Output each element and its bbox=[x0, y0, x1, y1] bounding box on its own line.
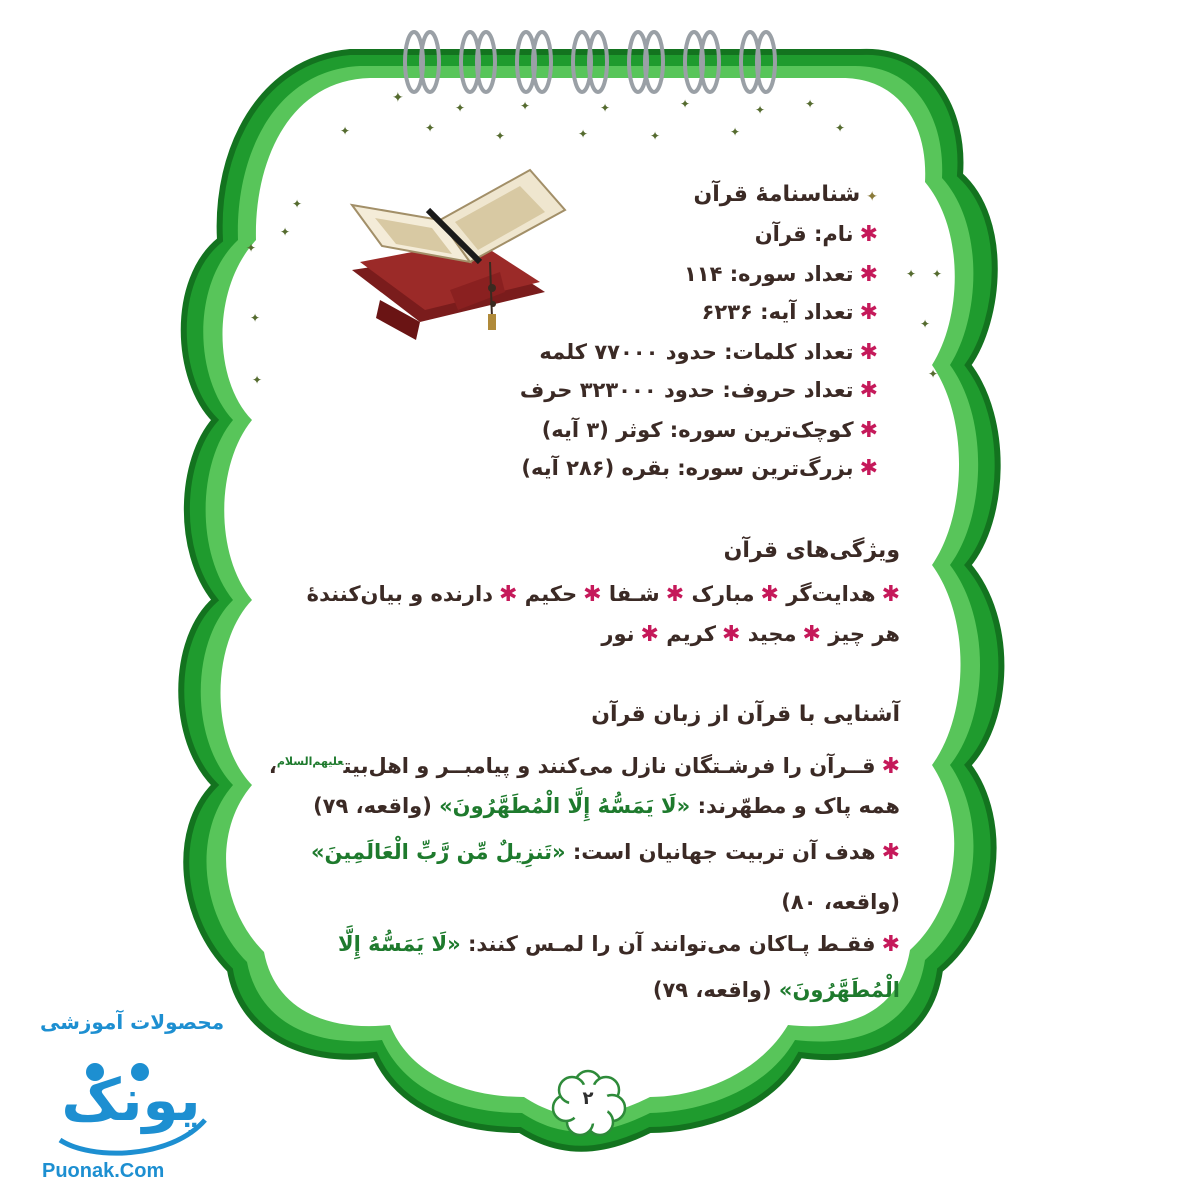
list-item-text: کوچک‌ترین سوره: کوثر (۳ آیه) bbox=[541, 418, 854, 442]
section-heading: آشنایی با قرآن از زبان قرآن bbox=[591, 702, 900, 727]
intro-p3-line2 bbox=[653, 976, 900, 1004]
sparkle-icon: ✦ bbox=[866, 189, 878, 205]
intro-p1-prefix: همه پاک و مطهّرند: bbox=[697, 794, 900, 818]
intro-p2-text: هدف آن تربیت جهانیان است: bbox=[572, 840, 876, 864]
bullet-star-icon: ✱ bbox=[881, 840, 900, 865]
sparkle-icon: ✦ bbox=[835, 121, 846, 135]
intro-p1-line1: ✱قــرآن را فرشـتگان نازل می‌کنند و پیامبــر و اهل‌بیت$^{علیهم‌السلام}$، bbox=[268, 754, 900, 779]
sparkle-icon: ✦ bbox=[578, 127, 589, 141]
quran-reference: (واقعه، ۷۹) bbox=[313, 794, 432, 818]
intro-p3-line1 bbox=[338, 930, 900, 959]
sparkle-icon: ✦ bbox=[520, 99, 531, 113]
logo-tagline: محصولات آموزشی bbox=[40, 1010, 225, 1034]
bullet-star-icon: ✱ bbox=[760, 582, 779, 607]
list-item bbox=[542, 416, 878, 445]
sparkle-icon: ✦ bbox=[600, 101, 611, 115]
features-section bbox=[280, 536, 900, 656]
bullet-star-icon: ✱ bbox=[498, 582, 518, 607]
bullet-star-icon: ✱ bbox=[881, 754, 900, 779]
list-item-text: تعداد آیه: ۶۲۳۶ bbox=[701, 300, 854, 324]
list-item-text: تعداد حروف: حدود ۳۲۳۰۰۰ حرف bbox=[519, 378, 854, 402]
list-item-text: بزرگ‌ترین سوره: بقره (۲۸۶ آیه) bbox=[521, 456, 854, 480]
sparkle-icon: ✦ bbox=[455, 101, 466, 115]
feature-item: مجید bbox=[747, 622, 797, 646]
bullet-star-icon: ✱ bbox=[859, 418, 878, 443]
bullet-star-icon: ✱ bbox=[665, 582, 685, 607]
sparkle-icon: ✦ bbox=[246, 241, 257, 255]
sparkle-icon: ✦ bbox=[755, 103, 766, 117]
sparkle-icon: ✦ bbox=[340, 124, 351, 138]
intro-p2-line2 bbox=[781, 888, 900, 916]
feature-item: هر چیز bbox=[828, 622, 900, 646]
sparkle-icon: ✦ bbox=[932, 267, 943, 281]
quran-quote: الْمُطَهَّرُونَ» bbox=[778, 978, 900, 1002]
feature-item: شـفا bbox=[608, 582, 660, 606]
bullet-star-icon: ✱ bbox=[859, 456, 878, 481]
sparkle-icon: ✦ bbox=[805, 97, 816, 111]
profile-section bbox=[318, 180, 878, 500]
bullet-star-icon: ✱ bbox=[859, 262, 878, 287]
bullet-star-icon: ✱ bbox=[583, 582, 602, 607]
list-item bbox=[539, 338, 878, 367]
bullet-star-icon: ✱ bbox=[802, 622, 821, 647]
bullet-star-icon: ✱ bbox=[881, 582, 900, 607]
honorific-calligraphy: علیهم‌السلام bbox=[276, 755, 344, 768]
features-line-1 bbox=[307, 580, 900, 609]
logo-mark bbox=[46, 1050, 216, 1155]
sparkle-icon: ✦ bbox=[495, 129, 506, 143]
sparkle-icon: ✦ bbox=[252, 373, 263, 387]
intro-section bbox=[260, 700, 900, 1020]
sparkle-icon: ✦ bbox=[650, 129, 661, 143]
bullet-star-icon: ✱ bbox=[859, 378, 878, 403]
list-item-text: نام: قرآن bbox=[754, 222, 854, 246]
logo-site: Puonak.Com bbox=[42, 1160, 165, 1182]
sparkle-icon: ✦ bbox=[680, 97, 691, 111]
list-item bbox=[702, 298, 878, 327]
sparkle-icon: ✦ bbox=[425, 121, 436, 135]
sparkle-icon: ✦ bbox=[280, 225, 291, 239]
intro-p1-line2 bbox=[313, 792, 900, 820]
profile-heading-text: شناسنامهٔ قرآن bbox=[693, 182, 861, 207]
quran-reference: (واقعه، ۷۹) bbox=[652, 978, 772, 1002]
page-number: ۲ bbox=[582, 1087, 594, 1109]
quran-quote: «تَنزِیلٌ مِّن رَّبِّ الْعَالَمِینَ» bbox=[310, 840, 566, 864]
sparkle-icon: ✦ bbox=[250, 311, 261, 325]
sparkle-icon: ✦ bbox=[730, 125, 741, 139]
bullet-star-icon: ✱ bbox=[859, 300, 878, 325]
list-item-text: تعداد کلمات: حدود ۷۷۰۰۰ کلمه bbox=[539, 340, 854, 364]
feature-item: دارنده و بیان‌کنندهٔ bbox=[306, 582, 493, 606]
section-heading: ویژگی‌های قرآن bbox=[723, 538, 900, 563]
list-item bbox=[521, 454, 878, 483]
bullet-star-icon: ✱ bbox=[721, 622, 741, 647]
list-item-text: تعداد سوره: ۱۱۴ bbox=[683, 262, 854, 286]
sparkle-icon: ✦ bbox=[392, 90, 404, 106]
list-item bbox=[684, 260, 878, 289]
bullet-star-icon: ✱ bbox=[640, 622, 659, 647]
sparkle-icon: ✦ bbox=[920, 317, 931, 331]
logo-name: پونک bbox=[61, 1066, 201, 1134]
sparkle-icon: ✦ bbox=[906, 267, 917, 281]
quran-quote: «لَا یَمَسُّهُ إِلَّا الْمُطَهَّرُونَ» bbox=[439, 794, 691, 818]
bullet-star-icon: ✱ bbox=[859, 222, 878, 247]
list-item bbox=[520, 376, 878, 405]
features-line-2 bbox=[601, 620, 900, 649]
section-heading bbox=[693, 180, 878, 212]
feature-item: مبارک bbox=[691, 582, 755, 606]
feature-item: کریم bbox=[666, 622, 716, 646]
feature-item: هدایت‌گر bbox=[786, 582, 876, 606]
feature-item: نور bbox=[601, 622, 635, 646]
feature-item: حکیم bbox=[524, 582, 578, 606]
quran-quote: «لَا یَمَسُّهُ إِلَّا bbox=[337, 932, 461, 956]
bullet-star-icon: ✱ bbox=[881, 932, 900, 957]
bullet-star-icon: ✱ bbox=[859, 340, 878, 365]
intro-p3-text: فقـط پـاکان می‌توانند آن را لمـس کنند: bbox=[467, 932, 876, 956]
list-item bbox=[755, 220, 878, 249]
intro-p2-line1 bbox=[311, 838, 900, 867]
sparkle-icon: ✦ bbox=[928, 367, 939, 381]
intro-p1-text: قــرآن را فرشـتگان نازل می‌کنند و پیامبــر و اهل‌بیت bbox=[343, 754, 876, 778]
quran-reference: (واقعه، ۸۰) bbox=[781, 890, 900, 914]
sparkle-icon: ✦ bbox=[292, 197, 303, 211]
